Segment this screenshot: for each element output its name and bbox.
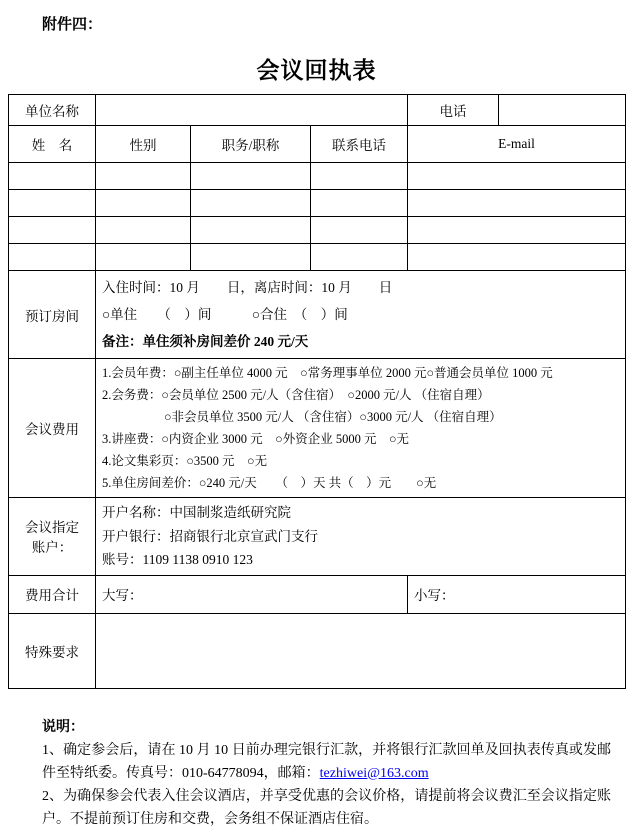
attendee-position-cell	[191, 190, 311, 217]
reply-form-table	[8, 94, 626, 689]
room-row	[9, 271, 626, 359]
account-row	[9, 498, 626, 576]
room-label: 预订房间	[9, 271, 96, 359]
attendee-gender-cell	[96, 217, 191, 244]
notes-item-1-text: 1、确定参会后，请在 10 月 10 日前办理完银行汇款，并将银行汇款回单及回执表传真或发邮件至特纸委。传真号：010-64778094，邮箱：	[42, 742, 611, 781]
notes-heading: 说明：	[42, 719, 84, 735]
attendee-row	[9, 190, 626, 217]
total-label: 费用合计	[9, 575, 96, 613]
account-number: 账号：1109 1138 0910 123	[102, 552, 253, 567]
attendee-phone-cell	[311, 244, 408, 271]
header-email-cell: E-mail	[408, 126, 626, 163]
total-numeric-cell: 小写：	[408, 575, 626, 613]
room-time-line: 入住时间：10 月 日，离店时间：10 月 日	[102, 280, 393, 295]
attendee-gender-cell	[96, 190, 191, 217]
fee-line-single-room-diff: 5.单住房间差价：○240 元/天 （ ）天 共（ ）元 ○无	[102, 476, 437, 490]
attendee-row	[9, 163, 626, 190]
fee-line-conference-nonmember: ○非会员单位 3500 元/人 （含住宿）○3000 元/人 （住宿自理）	[164, 410, 502, 424]
unit-row	[9, 95, 626, 126]
attendee-phone-cell	[311, 217, 408, 244]
room-options-line: ○单住 （ ）间 ○合住 （ ）间	[102, 307, 348, 322]
header-contact-phone-cell: 联系电话	[311, 126, 408, 163]
account-label-line1: 会议指定	[25, 520, 79, 536]
special-row	[9, 613, 626, 688]
account-open-name: 开户名称：中国制浆造纸研究院	[102, 505, 291, 520]
email-link[interactable]: tezhiwei@163.com	[319, 765, 429, 781]
attendee-gender-cell	[96, 163, 191, 190]
total-caps-cell: 大写：	[96, 575, 408, 613]
header-gender-cell: 性别	[96, 126, 191, 163]
attendee-position-cell	[191, 163, 311, 190]
page-title: 会议回执表	[256, 58, 377, 83]
total-row	[9, 575, 626, 613]
fees-label: 会议费用	[9, 359, 96, 498]
notes-item-1	[42, 739, 611, 785]
phone-label: 电话	[408, 95, 499, 126]
fee-line-lecture: 3.讲座费：○内资企业 3000 元 ○外资企业 5000 元 ○无	[102, 432, 410, 446]
attendee-row	[9, 244, 626, 271]
account-content-cell	[96, 498, 626, 576]
attendee-name-cell	[9, 244, 96, 271]
attendee-position-cell	[191, 244, 311, 271]
attendee-name-cell	[9, 190, 96, 217]
attendee-header-row	[9, 126, 626, 163]
attendee-row	[9, 217, 626, 244]
attendee-name-cell	[9, 217, 96, 244]
attendee-name-cell	[9, 163, 96, 190]
header-position-cell: 职务/职称	[191, 126, 311, 163]
account-label	[9, 498, 96, 576]
attachment-label: 附件四：	[42, 17, 103, 33]
attendee-position-cell	[191, 217, 311, 244]
phone-value-cell	[499, 95, 626, 126]
room-note-line: 备注：单住须补房间差价 240 元/天	[102, 334, 309, 349]
attendee-phone-cell	[311, 163, 408, 190]
special-label: 特殊要求	[9, 613, 96, 688]
fee-line-conference-member: 2.会务费：○会员单位 2500 元/人（含住宿） ○2000 元/人 （住宿自理）	[102, 388, 490, 402]
attendee-email-cell	[408, 217, 626, 244]
notes-item-2: 2、为确保参会代表入住会议酒店，并享受优惠的会议价格，请提前将会议费汇至会议指定账户。不提前预订住房和交费，会务组不保证酒店住宿。	[42, 788, 611, 827]
account-label-line2: 账户：	[31, 540, 73, 556]
attendee-gender-cell	[96, 244, 191, 271]
fees-content-cell	[96, 359, 626, 498]
special-content-cell	[96, 613, 626, 688]
attendee-phone-cell	[311, 190, 408, 217]
unit-name-label: 单位名称	[9, 95, 96, 126]
account-open-bank: 开户银行：招商银行北京宣武门支行	[102, 528, 318, 544]
attendee-email-cell	[408, 244, 626, 271]
room-content-cell	[96, 271, 626, 359]
attendee-email-cell	[408, 163, 626, 190]
fee-line-color-pages: 4.论文集彩页：○3500 元 ○无	[102, 454, 268, 468]
header-name-cell: 姓 名	[9, 126, 96, 163]
notes-section	[42, 716, 611, 831]
unit-name-value-cell	[96, 95, 408, 126]
fees-row	[9, 359, 626, 498]
attendee-email-cell	[408, 190, 626, 217]
fee-line-membership: 1.会员年费：○副主任单位 4000 元 ○常务理事单位 2000 元○普通会员单位 1000 元	[102, 366, 553, 380]
